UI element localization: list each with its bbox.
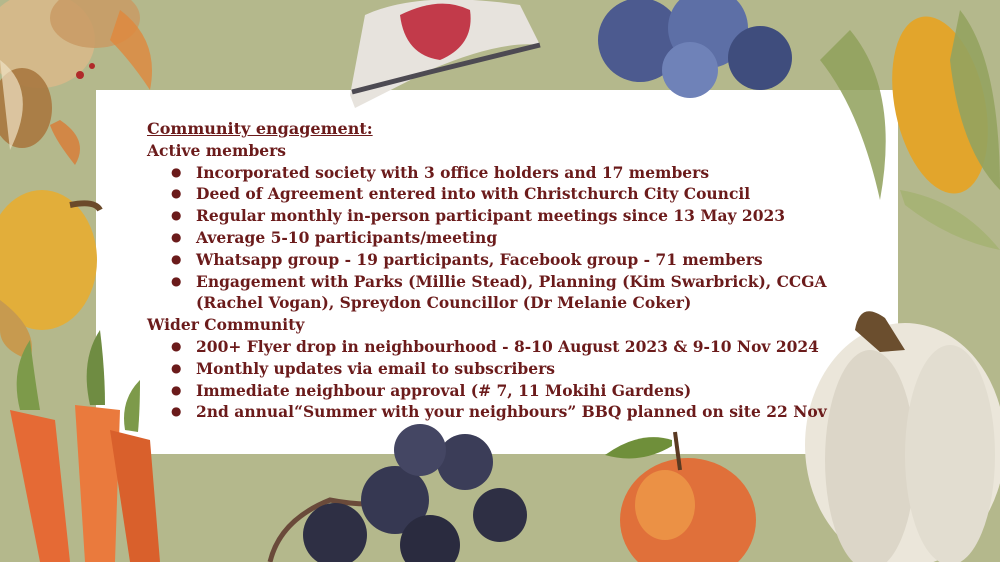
list-item: ● Average 5-10 participants/meeting	[147, 227, 887, 249]
list-item: ● Immediate neighbour approval (# 7, 11 Mokihi Gardens)	[147, 380, 887, 402]
wider-community-list	[147, 336, 887, 423]
list-item: ● Deed of Agreement entered into with Christchurch City Council	[147, 183, 887, 205]
blueberry-illustration	[598, 0, 792, 98]
blackcurrant-illustration	[270, 424, 527, 562]
engagement-content	[147, 118, 887, 423]
list-item: ● Incorporated society with 3 office holders and 17 members	[147, 162, 887, 184]
apple-illustration	[605, 432, 756, 562]
pastry-illustration	[350, 0, 540, 108]
list-item: ● 2nd annual“Summer with your neighbours” BBQ planned on site 22 Nov	[147, 401, 887, 423]
section-label-wider-community: Wider Community	[147, 315, 305, 335]
carrot-illustration	[10, 330, 160, 562]
active-members-list	[147, 162, 887, 315]
list-item: ● 200+ Flyer drop in neighbourhood - 8-10 August 2023 & 9-10 Nov 2024	[147, 336, 887, 358]
list-item: ● Monthly updates via email to subscribers	[147, 358, 887, 380]
squash-illustration	[0, 190, 100, 360]
list-item: ● Engagement with Parks (Millie Stead), Planning (Kim Swarbrick), CCGA (Rachel Vogan), Spreydon Councillor (Dr Melanie Coker)	[147, 271, 887, 315]
pine-cone-illustration	[0, 0, 152, 165]
section-label-active-members: Active members	[147, 140, 287, 160]
list-item: ● Regular monthly in-person participant meetings since 13 May 2023	[147, 205, 887, 227]
list-item: ● Whatsapp group - 19 participants, Facebook group - 71 members	[147, 249, 887, 271]
page-title: Community engagement:	[147, 119, 373, 138]
